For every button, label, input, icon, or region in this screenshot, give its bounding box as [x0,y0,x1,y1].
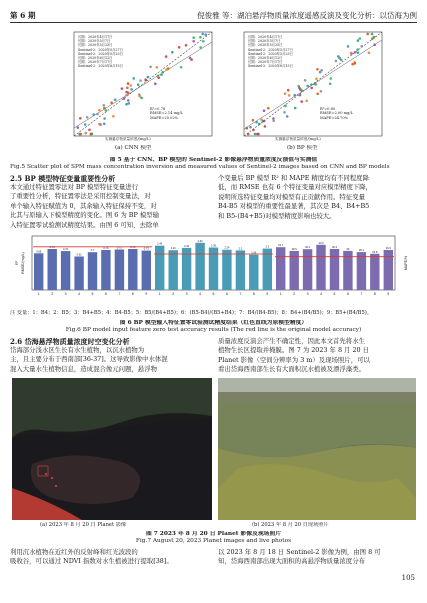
scatter-point [351,63,354,66]
paragraph-line: 主，且主要分布于西南部[36-37]。这导致影像中水体混 [10,355,168,364]
scatter-point [88,129,91,132]
scatter-point [130,88,133,91]
bar [249,255,258,290]
scatter-point [110,101,113,104]
x-tick-label: 4 [78,292,81,296]
scatter-point [249,126,252,129]
scatter-point [127,82,130,85]
scatter-point [202,40,205,43]
scatter-point [298,87,301,90]
fig7a-subcaption: (a) 2023 年 8 月 20 日 Planet 影像 [40,522,127,528]
bar [155,246,164,290]
paragraph-line: 个变量后 BP 模型 R² 和 MAPE 精度均有不同程度降 [218,174,369,182]
scatter-point [156,66,159,69]
legend-entry: 长期：2020年5月25日 [248,43,283,48]
scatter-point [105,109,108,112]
scatter-point [78,133,81,136]
scatter-point [246,127,249,130]
scatter-point [293,94,296,97]
bar-value-label: 2.62 [197,239,203,243]
scatter-point [366,33,369,36]
axis-label: MAPE/% [404,255,408,271]
section-2-6-title: 2.6 岱海悬浮物质量浓度时空变化分析 [10,337,130,346]
bar-value-label: 26.8 [372,250,378,254]
scatter-point [127,99,130,102]
scatter-point [359,37,362,40]
fig5-caption-cn: 图 5 基于 CNN、BP 模型的 Sentinel-2 影像悬浮物质量浓度反演值与实测值 [109,157,318,163]
bar [88,252,97,290]
x-tick-label: 6 [346,292,349,296]
scatter-point [315,78,318,81]
bar-value-label: 0.73 [143,247,149,251]
x-tick-label: 3 [306,292,309,296]
axis-label: RMSE/(mg/L) [21,252,25,274]
legend-entry: 长期：2020年7月17日 [248,60,283,65]
bar [263,249,272,290]
paragraph-line: 岱海部分浅水区生长有水生植物，以沉水植物为 [10,346,145,354]
section-2-6-left-column [10,346,212,374]
section-2-5-title: 2.5 BP 模型特征变量重要性分析 [10,174,116,183]
scatter-point [320,69,323,72]
scatter-point [316,68,319,71]
scatter-point [356,48,359,51]
bar-value-label: 30.2 [305,246,311,250]
bar-value-label: 28.9 [291,248,297,251]
paragraph-line: 利用沉水植物在近红外的反射峰和红光波段的 [10,548,138,556]
scatter-point [189,57,192,60]
scatter-point [284,105,287,108]
bar [316,245,325,290]
scatter-point [287,89,290,92]
bar [101,250,110,290]
scatter-point [165,55,168,58]
scatter-point [371,33,374,36]
x-tick-label: 1 [37,292,40,296]
scatter-point [86,116,89,119]
bar [303,249,312,290]
scatter-point [192,36,195,39]
paragraph-line: 本文通过特征置零法对 BP 模型特征变量进行 [10,183,139,191]
scatter-point [350,52,353,55]
legend-entry: Sentinel-2：2020年8月15日 [78,64,123,69]
scatter-point [263,109,266,112]
bar-value-label: 2.46 [157,242,163,246]
x-tick-label: 7 [118,292,121,296]
scatter-point [192,40,195,43]
header-rule [10,22,417,23]
scatter-point [96,113,99,116]
scatter-point [128,102,131,105]
scatter-point [288,94,291,97]
scatter-point [306,85,309,88]
bar [74,257,83,291]
paragraph-line: 单个输入特征赋值为 0，其余输入特征保持不变，对 [10,201,157,210]
running-header [10,8,417,22]
paragraph-line: 混入大量水生植物信息，造成混合像元问题，悬浮物 [10,364,157,373]
x-tick-label: 7 [239,292,242,296]
bar-value-label: 2.21 [170,247,176,251]
scatter-point [310,87,313,90]
bar [384,250,393,290]
bar [115,250,124,291]
scatter-point [286,115,289,118]
fig6-bar-chart [10,232,417,310]
fig6-note: 注 变量：1：B4；2：B5；3：B4+B5；4：B4-B5；5：B5/(B4+B5)；6：(B5-B4)/(B5+B4)；7：B4/(B4-B5)；8：B4+(B4/B5)；9：B5+(B4/B5)。 [10,310,372,316]
scatter-point [103,123,106,126]
scatter-point [305,100,308,103]
x-tick-label: 6 [225,292,228,296]
field-photo [218,378,416,520]
legend-entry: 长期：2020年6月12日 [78,56,113,61]
scatter-point [157,77,160,80]
scatter-point [329,83,332,86]
bar-value-label: 2.24 [224,246,230,250]
bar [48,249,57,290]
scatter-point [338,57,341,60]
legend-entry: Sentinel-2：2020年5月25日 [248,51,293,56]
fig5b-stats [320,107,353,120]
scatter-point [201,33,204,36]
scatter-point [90,133,93,136]
scatter-point [185,44,188,47]
legend-entry: Sentinel-2：2020年5月27日 [78,47,123,52]
bar [142,251,151,290]
scatter-point [347,45,350,48]
scatter-point [354,51,357,54]
bar-value-label: 0.75 [116,246,122,250]
bottom-left-column [10,548,212,567]
paragraph-line: 看出岱海西南部生长有大面积沉水植被及漂浮藻类。 [218,365,365,374]
scatter-point [123,97,126,100]
bar-value-label: 30.4 [331,246,338,249]
bar [276,247,285,290]
x-tick-label: 1 [158,292,161,296]
scatter-point [320,90,323,93]
scatter-point [199,36,202,39]
paragraph-line: 了重要性分析，特征置零法是采用控制变量法，对 [10,192,151,201]
paragraph-line: 说明所选特征变量均对模型有正贡献作用。特征变量 [218,192,365,201]
stat-line: RMSE=2.14 mg/L [150,111,183,116]
scatter-point [310,83,313,86]
scatter-point [260,118,263,121]
bar-value-label: 0.76 [49,246,55,249]
bar-value-label: 2.2 [238,247,243,251]
scatter-point [84,123,87,126]
scatter-point [126,87,129,90]
axis-label: R² [15,261,19,265]
scatter-point [132,77,135,80]
scatter-point [154,82,157,85]
fig5b-subcaption: (b) BP 模型 [287,145,318,151]
bar-value-label: 2.34 [184,244,190,248]
scatter-point [304,79,307,82]
fig5a-subcaption: (a) CNN 模型 [115,145,152,151]
scatter-point [313,83,316,86]
paragraph-line: 比其与原输入下模型精度的变化。图 6 为 BP 模型输 [10,211,159,220]
x-tick-label: 3 [64,292,67,296]
paragraph-line: 知，岱海西南部出现大面积的高悬浮物质量浓度分布 [218,557,365,566]
x-tick-label: 8 [131,292,134,296]
bar-value-label: 31.7 [278,244,284,248]
paragraph-line: 质量浓度反演会产生不确定性，因此本文首先将水生 [218,337,365,345]
scatter-point [264,125,267,128]
section-2-6-right-column [218,337,420,375]
bottom-right-column [218,548,420,567]
scatter-point [138,95,141,98]
x-tick-label: 8 [373,292,376,296]
scatter-point [85,132,88,135]
paragraph-line: 和 B5-(B4+B5)对模型精度影响也较大。 [218,211,336,220]
bar [357,252,366,290]
scatter-point [160,74,163,77]
page-number: 105 [401,574,415,582]
stat-line: R²=0.80 [320,107,336,111]
bar-value-label: 0.76 [130,246,136,249]
bar-value-label: 0.68 [36,250,42,254]
bar-value-label: 0.62 [76,253,82,257]
x-tick-label: 2 [172,292,175,296]
x-tick-label: 1 [279,292,282,296]
scatter-point [125,91,128,94]
scatter-point [368,51,371,54]
legend-entry: 长期：2020年5月7日 [78,39,111,44]
bar [222,250,231,290]
scatter-point [257,133,260,136]
scatter-point [129,84,132,87]
bar [169,250,178,290]
fig5a-legend [78,35,123,69]
scatter-point [263,120,266,123]
paragraph-line: B4-B5 对模型的重要性最显著，其次是 B4、B4+B5 [218,202,370,211]
section-2-5-right-column [218,174,420,221]
scatter-point [103,107,106,110]
fig6-caption-en: Fig.6 BP model input feature zero test accuracy results (The red line is the original model accuracy) [65,327,362,333]
bar-value-label: 28.1 [358,249,364,253]
bar-value-label: 0.74 [103,247,109,250]
scatter-point [98,123,101,126]
fig5a-stats [150,107,183,120]
x-tick-label: 4 [320,292,323,296]
scatter-point [79,117,82,120]
fig7-caption-cn: 图 7 2023 年 8 月 20 日 Planet 影像及现场照片 [145,531,282,537]
scatter-point [252,129,255,132]
x-tick-label: 9 [266,292,269,296]
scatter-point [165,68,168,71]
bar-value-label: 29 [346,247,350,251]
stat-line: MAPE=24.70% [320,115,349,120]
stat-line: MAPE=25.02% [150,115,179,120]
paragraph-line: 植物生长区提取并掩膜。图 7 为 2023 年 8 月 20 日 [218,346,370,355]
scatter-point [204,33,207,36]
planet-satellite-image [12,378,212,520]
bar [61,251,70,290]
x-tick-label: 5 [212,292,215,296]
x-tick-label: 9 [387,292,390,296]
x-tick-label: 5 [333,292,336,296]
scatter-point [373,36,376,39]
scatter-point [180,66,183,69]
paragraph-line: 吸收谷，可以通过 NDVI 指数对水生植被进行提取[38]。 [10,557,173,566]
fig6-caption-cn: 图 6 BP 模型输入特征置零试验测试精度结果（红色直线为原模型精度） [119,320,308,326]
scatter-point [137,84,140,87]
bar [330,249,339,290]
paragraph-line: Planet 影像（空间分辨率为 3 m）及现场照片，可以 [218,355,370,364]
scatter-point [103,104,106,107]
fig7b-subcaption: (b) 2023 年 8 月 20 日现场照片 [252,522,329,528]
bar-value-label: 0.7 [90,249,95,253]
scatter-point [360,45,363,48]
x-tick-label: 2 [51,292,54,296]
scatter-point [199,46,202,49]
scatter-point [329,77,332,80]
fig5a-xlabel: 实测悬浮物质量浓度/(mg/L) [105,137,151,141]
scatter-point [267,107,270,110]
scatter-point [247,133,250,136]
scatter-point [114,99,117,102]
bar-value-label: 29.6 [385,247,391,250]
x-tick-label: 9 [145,292,148,296]
scatter-point [299,94,302,97]
bar [195,243,204,290]
header-title: 倪俊雅 等：湖泊悬浮物质量浓度遥感反演及变化分析：以岱海为例 [197,11,417,20]
x-tick-label: 6 [104,292,107,296]
x-tick-label: 4 [199,292,202,296]
fig5b-legend [248,35,293,69]
fig5b-xlabel: 实测悬浮物质量浓度/(mg/L) [275,137,321,141]
scatter-point [354,62,357,65]
legend-entry: Sentinel-2：2020年5月27日 [248,47,293,52]
paragraph-line: 低，而 RMSE 也有 6 个特征变量对应模型精度下降， [218,183,373,192]
legend-entry: 长期：2020年4月17日 [248,35,283,39]
bar [128,249,137,290]
scatter-point [373,44,376,47]
x-tick-label: 5 [91,292,94,296]
x-tick-label: 3 [185,292,188,296]
scatter-point [283,111,286,114]
scatter-point [254,133,257,136]
legend-entry: 长期：2020年4月17日 [78,35,113,39]
scatter-point [252,119,255,122]
scatter-point [103,117,106,120]
stat-line: RMSE=2.00 mg/L [320,111,353,116]
scatter-point [357,39,360,42]
bar-value-label: 2.36 [210,244,217,248]
scatter-point [92,113,95,116]
scatter-point [125,94,128,97]
scatter-point [300,100,303,103]
bar-value-label: 0.72 [63,248,69,252]
stat-line: R²=0.78 [150,107,166,111]
bar [236,250,245,290]
legend-entry: 长期：2020年5月25日 [78,43,113,48]
x-tick-label: 7 [360,292,363,296]
scatter-point [139,79,142,82]
scatter-point [284,92,287,95]
scatter-point [121,87,124,90]
scatter-point [125,103,128,106]
legend-entry: 长期：2020年7月17日 [78,60,113,65]
scatter-point [294,107,297,110]
legend-entry: 长期：2020年5月7日 [248,39,281,44]
scatter-point [149,66,152,69]
scatter-point [77,126,80,129]
scatter-point [178,46,181,49]
legend-entry: 长期：2020年6月12日 [248,56,283,61]
fig7-caption-en: Fig.7 August 20, 2023 Planet images and live photos [135,538,292,544]
issue-number: 第 6 期 [10,11,36,20]
legend-entry: Sentinel-2：2020年5月25日 [78,51,123,56]
scatter-point [272,117,275,120]
scatter-point [255,121,258,124]
paragraph-line: 以 2023 年 8 月 18 日 Sentinel-2 影像为例，由图 8 可 [218,548,381,556]
scatter-point [171,51,174,54]
paragraph-line: 入特征置零试验测试精度结果。由图 6 可知，去除单 [10,220,159,229]
scatter-point [258,123,261,126]
fig5-caption-en: Fig.5 Scatter plot of SPM mass concentration inversion and measured values of Sentinel-2 images based on CNN and BP models [10,164,390,170]
x-tick-label: 2 [293,292,296,296]
scatter-point [147,76,150,79]
bar-value-label: 2.3 [265,245,270,249]
scatter-point [161,71,164,74]
scatter-point [335,60,338,63]
section-2-5-left-column [10,183,212,230]
bar-value-label: 33.5 [318,241,324,245]
scatter-point [145,79,148,82]
scatter-point [112,115,115,118]
scatter-point [316,93,319,96]
bar [370,254,379,290]
scatter-point [272,120,275,123]
x-tick-label: 8 [252,292,255,296]
legend-entry: Sentinel-2：2020年8月15日 [248,64,293,69]
bar-value-label: 1.96 [251,251,257,255]
scatter-point [357,51,360,54]
scatter-point [98,109,101,112]
bar [34,253,43,290]
